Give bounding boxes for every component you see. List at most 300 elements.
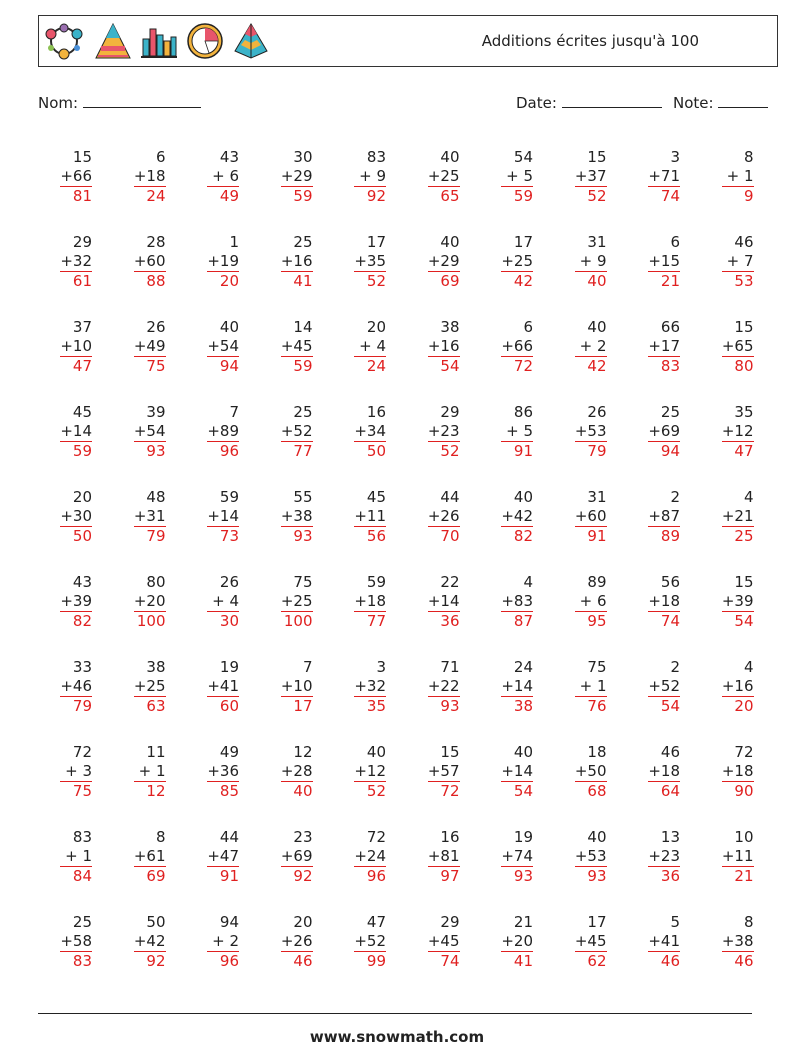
name-label: Nom:: [38, 94, 79, 112]
problem-2-6: [402, 233, 460, 291]
addend-bottom: +47: [207, 847, 239, 865]
addend-bottom: +83: [501, 592, 533, 610]
name-line: [83, 92, 201, 108]
date-field: [516, 92, 662, 112]
addend-bottom: +19: [207, 252, 239, 270]
problem-9-1: [34, 828, 92, 886]
problem-2-9: [622, 233, 680, 291]
addend-bottom: +52: [354, 932, 386, 950]
problem-1-7: [475, 148, 533, 206]
problem-6-7: [475, 573, 533, 631]
answer: 93: [281, 526, 313, 546]
addend-bottom: +41: [207, 677, 239, 695]
problem-4-3: [181, 403, 239, 461]
problem-10-8: [549, 913, 607, 971]
addend-top: 31: [587, 488, 607, 506]
problem-10-5: [328, 913, 386, 971]
problem-10-7: [475, 913, 533, 971]
problem-6-10: [696, 573, 754, 631]
3d-pyramid-icon: [231, 21, 271, 61]
answer: 54: [648, 696, 680, 716]
addend-top: 56: [660, 573, 680, 591]
problem-9-5: [328, 828, 386, 886]
answer: 93: [501, 866, 533, 886]
addend-bottom: +29: [427, 252, 460, 270]
addend-top: 4: [743, 488, 754, 506]
addend-top: 40: [440, 148, 460, 166]
problem-9-7: [475, 828, 533, 886]
addend-top: 7: [302, 658, 313, 676]
problem-6-3: [181, 573, 239, 631]
addend-top: 16: [440, 828, 460, 846]
cycle-diagram-icon: [41, 21, 87, 61]
addend-top: 26: [146, 318, 166, 336]
answer: 21: [722, 866, 754, 886]
addend-bottom: + 7: [726, 252, 754, 270]
addend-bottom: +31: [133, 507, 166, 525]
problem-1-5: [328, 148, 386, 206]
answer: 56: [354, 526, 386, 546]
answer: 77: [354, 611, 386, 631]
addend-top: 33: [72, 658, 92, 676]
answer: 91: [575, 526, 607, 546]
answer: 52: [575, 186, 607, 206]
addend-top: 45: [72, 403, 92, 421]
addend-top: 86: [513, 403, 533, 421]
addend-top: 40: [219, 318, 239, 336]
addend-bottom: +14: [207, 507, 239, 525]
answer: 91: [501, 441, 533, 461]
problem-9-8: [549, 828, 607, 886]
problem-10-6: [402, 913, 460, 971]
addend-bottom: +29: [280, 167, 313, 185]
addend-bottom: +28: [280, 762, 313, 780]
addend-top: 38: [146, 658, 166, 676]
addend-bottom: +23: [648, 847, 680, 865]
problem-2-5: [328, 233, 386, 291]
addend-bottom: +11: [354, 507, 386, 525]
addend-bottom: +52: [280, 422, 313, 440]
addend-top: 50: [146, 913, 166, 931]
addend-bottom: +24: [354, 847, 386, 865]
answer: 60: [207, 696, 239, 716]
answer: 53: [722, 271, 754, 291]
addend-bottom: +26: [427, 507, 460, 525]
problem-8-2: [108, 743, 166, 801]
addend-top: 40: [587, 828, 607, 846]
addend-bottom: +42: [501, 507, 533, 525]
problem-7-9: [622, 658, 680, 716]
addend-top: 29: [72, 233, 92, 251]
addend-top: 72: [72, 743, 92, 761]
addend-top: 72: [734, 743, 754, 761]
addend-bottom: +58: [60, 932, 92, 950]
answer: 79: [134, 526, 166, 546]
problem-10-2: [108, 913, 166, 971]
addend-top: 40: [440, 233, 460, 251]
answer: 79: [575, 441, 607, 461]
problem-8-10: [696, 743, 754, 801]
addend-bottom: +17: [648, 337, 680, 355]
addend-bottom: +38: [721, 932, 754, 950]
problem-6-1: [34, 573, 92, 631]
addend-top: 94: [219, 913, 239, 931]
addend-bottom: +42: [133, 932, 166, 950]
addend-bottom: + 6: [579, 592, 607, 610]
answer: 59: [281, 356, 313, 376]
addend-bottom: +46: [60, 677, 92, 695]
addend-top: 1: [229, 233, 239, 251]
problem-4-5: [328, 403, 386, 461]
addend-bottom: + 1: [138, 762, 166, 780]
answer: 92: [134, 951, 166, 971]
addend-bottom: +18: [354, 592, 386, 610]
problem-8-9: [622, 743, 680, 801]
addend-top: 16: [366, 403, 386, 421]
footer-divider: [38, 1013, 752, 1014]
answer: 52: [354, 271, 386, 291]
answer: 50: [60, 526, 92, 546]
addend-bottom: +60: [574, 507, 607, 525]
addend-bottom: + 1: [65, 847, 92, 865]
addend-bottom: + 1: [726, 167, 754, 185]
addend-bottom: +30: [60, 507, 92, 525]
answer: 90: [722, 781, 754, 801]
addend-bottom: + 9: [579, 252, 607, 270]
answer: 47: [722, 441, 754, 461]
addend-bottom: +14: [60, 422, 92, 440]
problem-2-10: [696, 233, 754, 291]
answer: 25: [722, 526, 754, 546]
addend-bottom: +10: [280, 677, 313, 695]
answer: 54: [722, 611, 754, 631]
answer: 9: [722, 186, 754, 206]
answer: 61: [60, 271, 92, 291]
answer: 81: [60, 186, 92, 206]
addend-top: 44: [219, 828, 239, 846]
problem-3-9: [622, 318, 680, 376]
addend-top: 75: [293, 573, 313, 591]
addend-top: 15: [734, 318, 754, 336]
addend-bottom: +57: [427, 762, 460, 780]
problem-9-6: [402, 828, 460, 886]
addend-top: 19: [219, 658, 239, 676]
addend-top: 80: [146, 573, 166, 591]
addend-bottom: +14: [501, 677, 533, 695]
answer: 83: [648, 356, 680, 376]
addend-bottom: +69: [648, 422, 680, 440]
problem-3-7: [475, 318, 533, 376]
answer: 77: [281, 441, 313, 461]
footer-site: www.snowmath.com: [309, 1028, 485, 1046]
problem-1-10: [696, 148, 754, 206]
problem-2-3: [181, 233, 239, 291]
answer: 91: [207, 866, 239, 886]
answer: 46: [722, 951, 754, 971]
addend-top: 44: [440, 488, 460, 506]
addend-top: 20: [366, 318, 386, 336]
answer: 54: [428, 356, 460, 376]
problem-9-3: [181, 828, 239, 886]
problem-5-9: [622, 488, 680, 546]
problem-8-7: [475, 743, 533, 801]
problem-3-5: [328, 318, 386, 376]
answer: 72: [501, 356, 533, 376]
addend-top: 6: [523, 318, 533, 336]
addend-top: 46: [660, 743, 680, 761]
answer: 70: [428, 526, 460, 546]
addend-bottom: +16: [280, 252, 313, 270]
answer: 68: [575, 781, 607, 801]
problem-2-7: [475, 233, 533, 291]
problem-3-10: [696, 318, 754, 376]
answer: 46: [281, 951, 313, 971]
addend-top: 29: [440, 913, 460, 931]
addend-bottom: +21: [721, 507, 754, 525]
addend-top: 40: [513, 743, 533, 761]
answer: 54: [501, 781, 533, 801]
answer: 36: [428, 611, 460, 631]
header-icons: [39, 16, 271, 66]
answer: 41: [281, 271, 313, 291]
addend-bottom: + 6: [212, 167, 239, 185]
problem-7-7: [475, 658, 533, 716]
problem-7-3: [181, 658, 239, 716]
addend-bottom: +34: [354, 422, 386, 440]
answer: 40: [281, 781, 313, 801]
addend-bottom: + 4: [359, 337, 386, 355]
addend-bottom: +16: [427, 337, 460, 355]
date-label: Date:: [516, 94, 557, 112]
answer: 73: [207, 526, 239, 546]
addend-bottom: +25: [427, 167, 460, 185]
answer: 83: [60, 951, 92, 971]
problem-9-2: [108, 828, 166, 886]
addend-top: 83: [72, 828, 92, 846]
addend-top: 31: [587, 233, 607, 251]
answer: 52: [428, 441, 460, 461]
addend-top: 6: [155, 148, 166, 166]
problem-3-4: [255, 318, 313, 376]
addend-top: 5: [670, 913, 680, 931]
problem-7-8: [549, 658, 607, 716]
problem-4-2: [108, 403, 166, 461]
problem-9-4: [255, 828, 313, 886]
addend-top: 40: [513, 488, 533, 506]
addend-bottom: +12: [721, 422, 754, 440]
answer: 76: [575, 696, 607, 716]
addend-top: 13: [660, 828, 680, 846]
addend-bottom: + 2: [579, 337, 607, 355]
addend-bottom: + 2: [212, 932, 239, 950]
answer: 82: [60, 611, 92, 631]
answer: 94: [648, 441, 680, 461]
addend-top: 83: [366, 148, 386, 166]
addend-top: 14: [293, 318, 313, 336]
addend-bottom: +10: [60, 337, 92, 355]
problem-7-5: [328, 658, 386, 716]
addend-bottom: +18: [133, 167, 166, 185]
problem-8-6: [402, 743, 460, 801]
answer: 93: [575, 866, 607, 886]
problem-6-9: [622, 573, 680, 631]
addend-top: 17: [513, 233, 533, 251]
date-line: [562, 92, 662, 108]
addend-top: 48: [146, 488, 166, 506]
addend-top: 40: [366, 743, 386, 761]
problem-5-7: [475, 488, 533, 546]
addend-bottom: +18: [721, 762, 754, 780]
header-box: [38, 15, 778, 67]
addend-top: 3: [376, 658, 386, 676]
addend-bottom: +20: [133, 592, 166, 610]
addend-top: 15: [440, 743, 460, 761]
problem-5-3: [181, 488, 239, 546]
addend-bottom: +71: [648, 167, 680, 185]
addend-top: 71: [440, 658, 460, 676]
addend-top: 38: [440, 318, 460, 336]
problem-10-1: [34, 913, 92, 971]
addend-top: 4: [523, 573, 533, 591]
problem-1-1: [34, 148, 92, 206]
addend-bottom: +32: [354, 677, 386, 695]
addend-top: 47: [366, 913, 386, 931]
addend-top: 40: [587, 318, 607, 336]
addend-bottom: +39: [721, 592, 754, 610]
answer: 17: [281, 696, 313, 716]
addend-top: 49: [219, 743, 239, 761]
problem-2-2: [108, 233, 166, 291]
addend-bottom: +60: [133, 252, 166, 270]
grade-label: Note:: [673, 94, 714, 112]
addend-bottom: +11: [721, 847, 754, 865]
answer: 80: [722, 356, 754, 376]
pyramid-chart-icon: [93, 21, 133, 61]
problem-4-9: [622, 403, 680, 461]
addend-bottom: + 3: [65, 762, 92, 780]
problem-7-1: [34, 658, 92, 716]
addend-bottom: + 9: [359, 167, 386, 185]
addend-bottom: +20: [501, 932, 533, 950]
answer: 64: [648, 781, 680, 801]
addend-top: 15: [587, 148, 607, 166]
addend-top: 66: [660, 318, 680, 336]
addend-top: 7: [229, 403, 239, 421]
answer: 24: [134, 186, 166, 206]
addend-top: 35: [734, 403, 754, 421]
answer: 24: [354, 356, 386, 376]
problem-7-10: [696, 658, 754, 716]
problem-1-8: [549, 148, 607, 206]
answer: 38: [501, 696, 533, 716]
problem-5-1: [34, 488, 92, 546]
answer: 94: [207, 356, 239, 376]
addend-bottom: +25: [133, 677, 166, 695]
addend-bottom: +69: [280, 847, 313, 865]
answer: 93: [134, 441, 166, 461]
addend-top: 59: [366, 573, 386, 591]
answer: 82: [501, 526, 533, 546]
addend-bottom: +54: [207, 337, 239, 355]
problem-2-1: [34, 233, 92, 291]
answer: 74: [428, 951, 460, 971]
problem-4-4: [255, 403, 313, 461]
addend-bottom: +12: [354, 762, 386, 780]
worksheet-title: Additions écrites jusqu'à 100: [481, 32, 699, 50]
answer: 96: [207, 441, 239, 461]
answer: 52: [354, 781, 386, 801]
addend-bottom: + 4: [212, 592, 239, 610]
problem-6-4: [255, 573, 313, 631]
problem-8-4: [255, 743, 313, 801]
answer: 46: [648, 951, 680, 971]
answer: 79: [60, 696, 92, 716]
addend-top: 19: [513, 828, 533, 846]
problem-10-4: [255, 913, 313, 971]
problem-6-2: [108, 573, 166, 631]
answer: 12: [134, 781, 166, 801]
answer: 99: [354, 951, 386, 971]
addend-bottom: +74: [501, 847, 533, 865]
answer: 100: [134, 611, 166, 631]
addend-top: 29: [440, 403, 460, 421]
addend-bottom: +61: [133, 847, 166, 865]
problem-4-10: [696, 403, 754, 461]
addend-top: 3: [670, 148, 680, 166]
bar-chart-icon: [139, 21, 179, 61]
addend-bottom: +45: [427, 932, 460, 950]
addend-bottom: +14: [427, 592, 460, 610]
answer: 59: [281, 186, 313, 206]
addend-top: 18: [587, 743, 607, 761]
addend-top: 54: [513, 148, 533, 166]
answer: 87: [501, 611, 533, 631]
addend-top: 43: [72, 573, 92, 591]
answer: 41: [501, 951, 533, 971]
addend-bottom: +37: [574, 167, 607, 185]
problem-5-6: [402, 488, 460, 546]
addend-bottom: +15: [648, 252, 680, 270]
addend-top: 39: [146, 403, 166, 421]
addend-top: 2: [670, 488, 680, 506]
problem-3-2: [108, 318, 166, 376]
answer: 85: [207, 781, 239, 801]
problem-5-2: [108, 488, 166, 546]
problem-6-6: [402, 573, 460, 631]
addend-top: 30: [293, 148, 313, 166]
addend-top: 59: [219, 488, 239, 506]
addend-top: 11: [146, 743, 166, 761]
addend-top: 22: [440, 573, 460, 591]
problem-1-9: [622, 148, 680, 206]
addend-top: 2: [670, 658, 680, 676]
addend-bottom: +32: [60, 252, 92, 270]
addend-bottom: +45: [280, 337, 313, 355]
addend-top: 21: [513, 913, 533, 931]
grade-field: [673, 92, 768, 112]
problem-1-2: [108, 148, 166, 206]
addend-top: 17: [366, 233, 386, 251]
addend-top: 8: [743, 913, 754, 931]
problem-4-7: [475, 403, 533, 461]
problem-8-1: [34, 743, 92, 801]
problem-2-8: [549, 233, 607, 291]
problem-9-9: [622, 828, 680, 886]
addend-top: 75: [587, 658, 607, 676]
problem-1-4: [255, 148, 313, 206]
answer: 92: [354, 186, 386, 206]
addend-bottom: + 1: [579, 677, 607, 695]
